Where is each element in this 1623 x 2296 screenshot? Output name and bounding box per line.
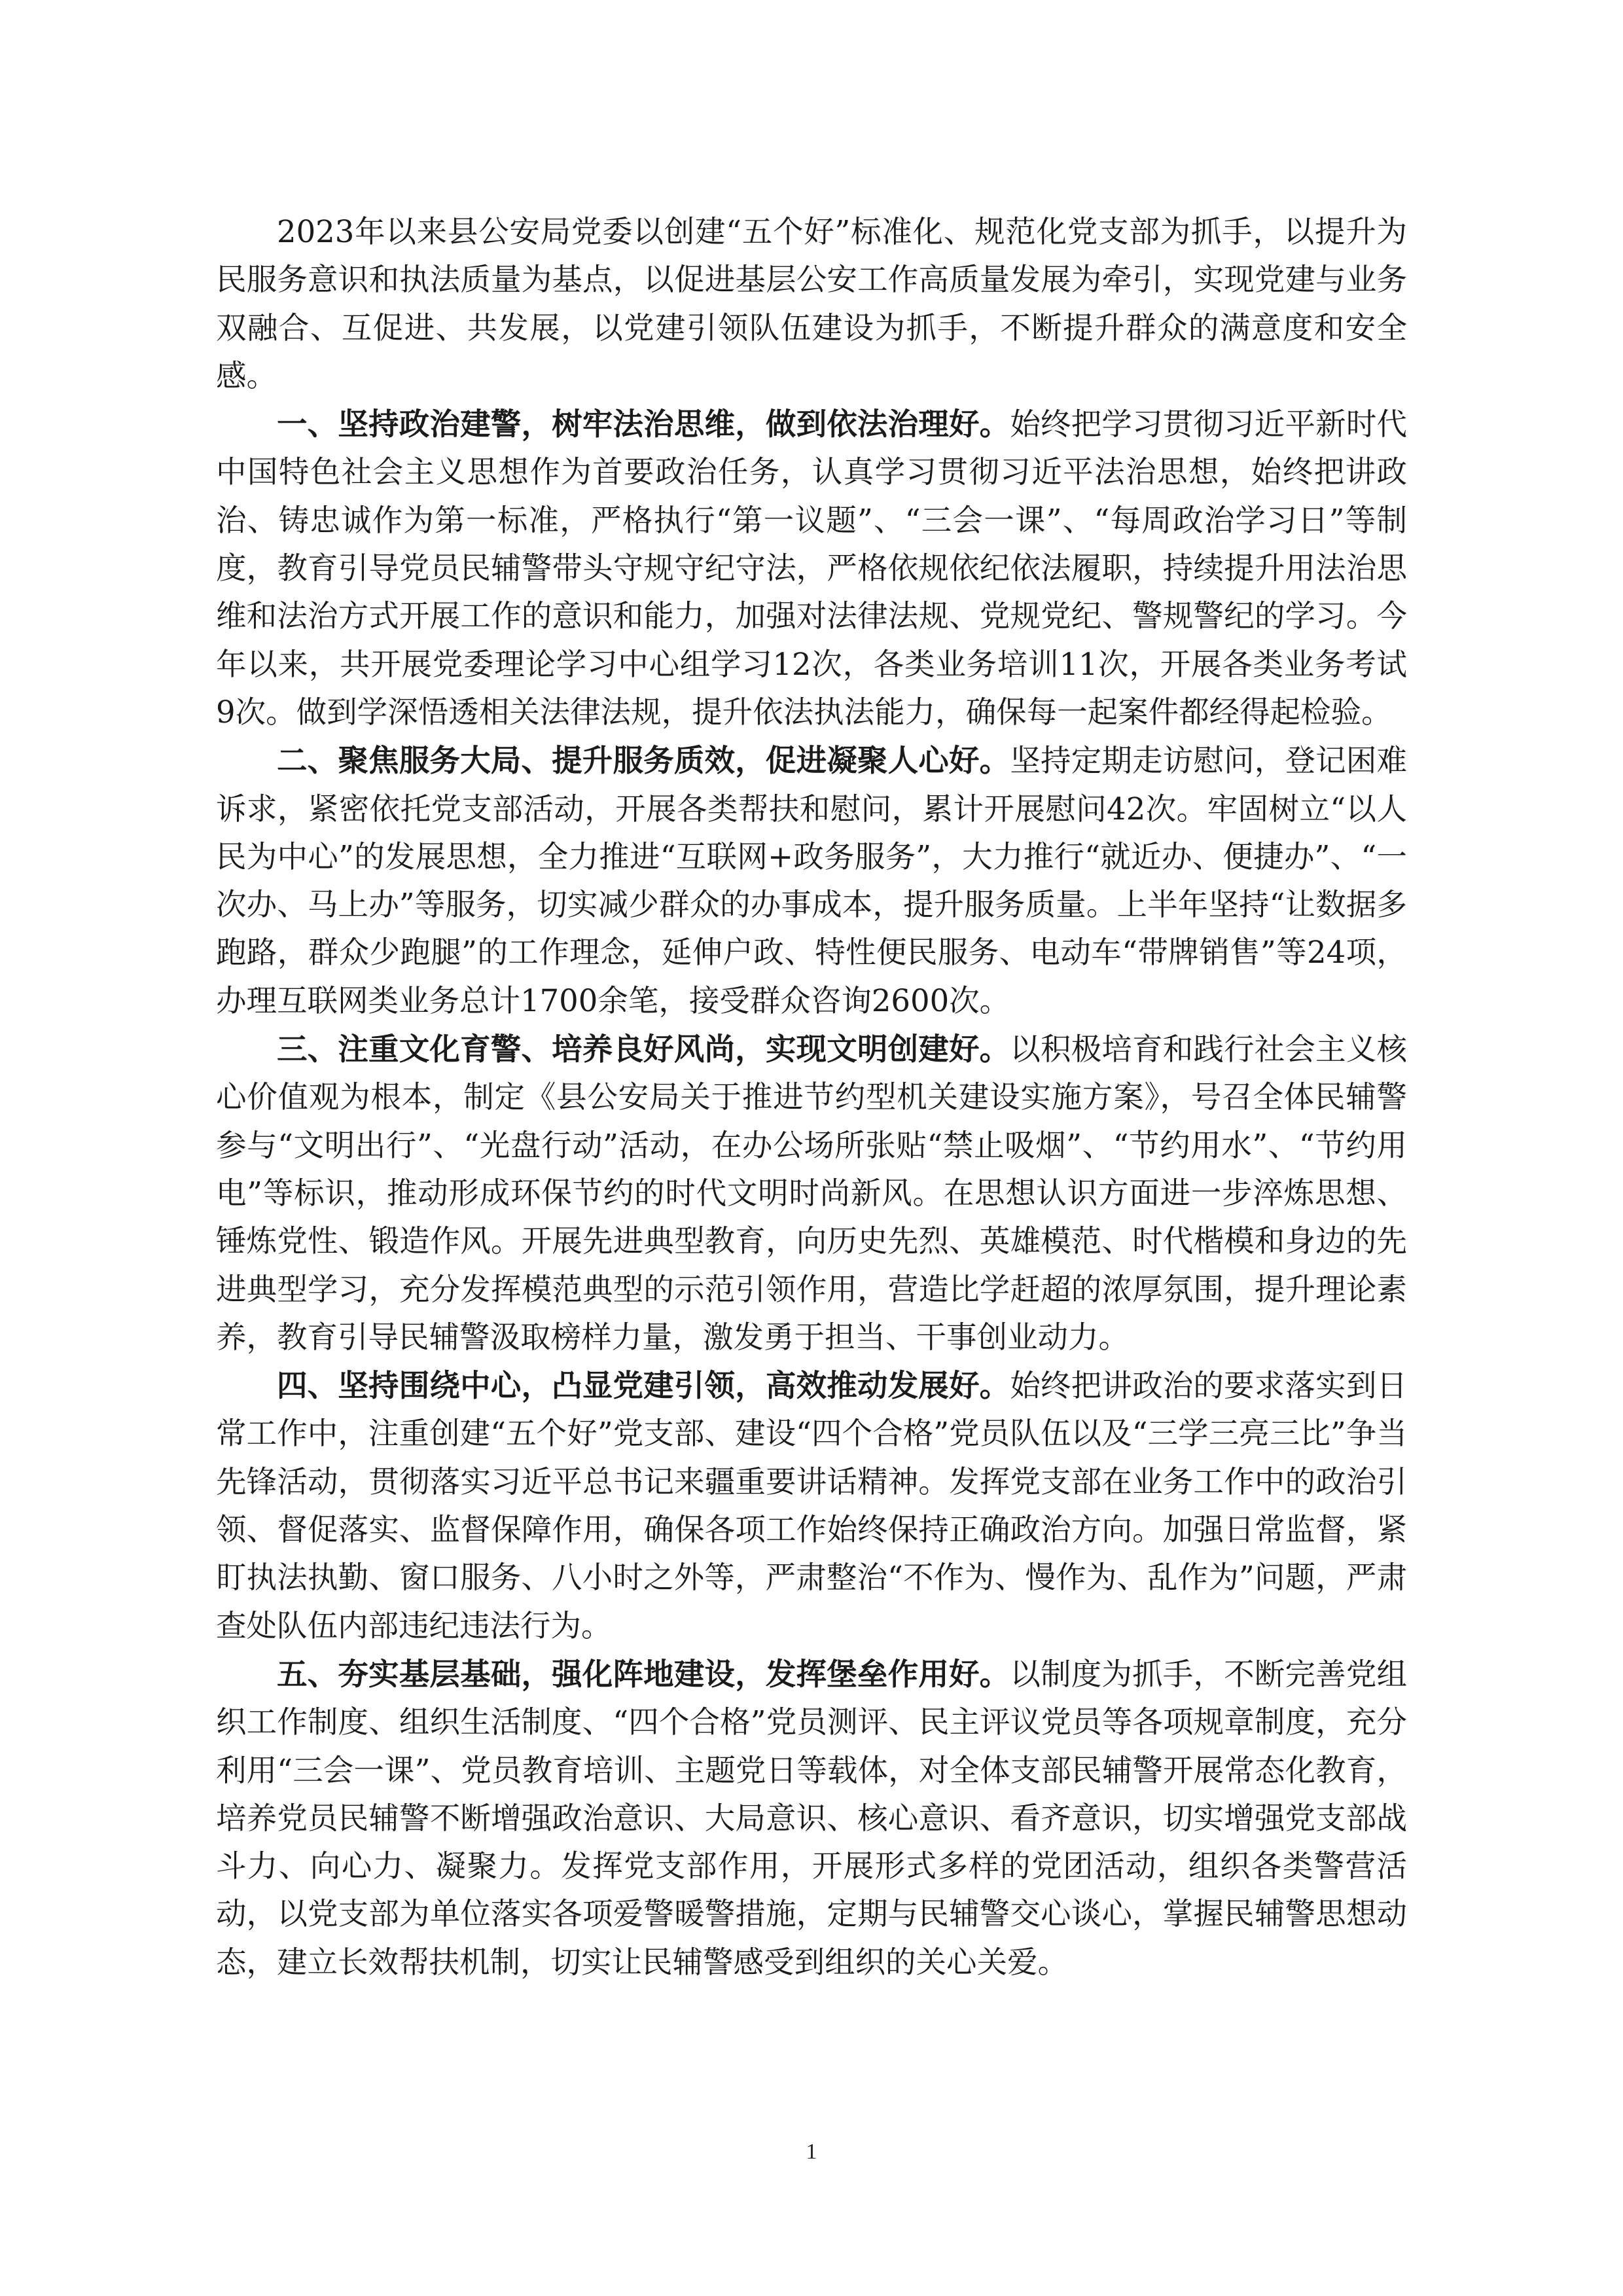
document-body [216, 208, 1407, 1986]
section-1-paragraph [216, 400, 1407, 736]
section-2-heading: 二、聚焦服务大局、提升服务质效，促进凝聚人心好。 [277, 742, 1010, 779]
section-1-body: 始终把学习贯彻习近平新时代中国特色社会主义思想作为首要政治任务，认真学习贯彻习近平法治思想，始终把讲政治、铸忠诚作为第一标准，严格执行“第一议题”、“三会一课”、“每周政治学习日”等制度，教育引导党员民辅警带头守规守纪守法，严格依规依纪依法履职，持续提升用法治思维和法治方式开展工作的意识和能力，加强对法律法规、党规党纪、警规警纪的学习。今年以来，共开展党委理论学习中心组学习12次，各类业务培训11次，开展各类业务考试9次。做到学深悟透相关法律法规，提升依法执法能力，确保每一起案件都经得起检验。 [216, 406, 1408, 730]
section-5-body: 以制度为抓手，不断完善党组织工作制度、组织生活制度、“四个合格”党员测评、民主评议党员等各项规章制度，充分利用“三会一课”、党员教育培训、主题党日等载体，对全体支部民辅警开展常态化教育，培养党员民辅警不断增强政治意识、大局意识、核心意识、看齐意识，切实增强党支部战斗力、向心力、凝聚力。发挥党支部作用，开展形式多样的党团活动，组织各类警营活动，以党支部为单位落实各项爱警暖警措施，定期与民辅警交心谈心，掌握民辅警思想动态，建立长效帮扶机制，切实让民辅警感受到组织的关心关爱。 [216, 1656, 1408, 1980]
section-3-paragraph [216, 1025, 1407, 1361]
section-5-paragraph [216, 1650, 1407, 1986]
intro-paragraph: 2023年以来县公安局党委以创建“五个好”标准化、规范化党支部为抓手，以提升为民服务意识和执法质量为基点，以促进基层公安工作高质量发展为牵引，实现党建与业务双融合、互促进、共发展，以党建引领队伍建设为抓手，不断提升群众的满意度和安全感。 [216, 214, 1407, 393]
section-2-paragraph [216, 736, 1407, 1025]
section-5-heading: 五、夯实基层基础，强化阵地建设，发挥堡垒作用好。 [277, 1655, 1010, 1692]
section-2-body: 坚持定期走访慰问，登记困难诉求，紧密依托党支部活动，开展各类帮扶和慰问，累计开展慰问42次。牢固树立“以人民为中心”的发展思想，全力推进“互联网+政务服务”，大力推行“就近办、便捷办”、“一次办、马上办”等服务，切实减少群众的办事成本，提升服务质量。上半年坚持“让数据多跑路，群众少跑腿”的工作理念，延伸户政、特性便民服务、电动车“带牌销售”等24项，办理互联网类业务总计1700余笔，接受群众咨询2600次。 [216, 743, 1408, 1018]
section-3-body: 以积极培育和践行社会主义核心价值观为根本，制定《县公安局关于推进节约型机关建设实施方案》，号召全体民辅警参与“文明出行”、“光盘行动”活动，在办公场所张贴“禁止吸烟”、“节约用水”、“节约用电”等标识，推动形成环保节约的时代文明时尚新风。在思想认识方面进一步淬炼思想、锤炼党性、锻造作风。开展先进典型教育，向历史先烈、英雄模范、时代楷模和身边的先进典型学习，充分发挥模范典型的示范引领作用，营造比学赶超的浓厚氛围，提升理论素养，教育引导民辅警汲取榜样力量，激发勇于担当、干事创业动力。 [216, 1031, 1408, 1355]
section-3-heading: 三、注重文化育警、培养良好风尚，实现文明创建好。 [277, 1031, 1010, 1067]
section-4-heading: 四、坚持围绕中心，凸显党建引领，高效推动发展好。 [277, 1367, 1010, 1404]
page-number: 1 [806, 2140, 817, 2164]
section-4-paragraph [216, 1361, 1407, 1650]
section-1-heading: 一、坚持政治建警，树牢法治思维，做到依法治理好。 [277, 406, 1010, 442]
section-4-body: 始终把讲政治的要求落实到日常工作中，注重创建“五个好”党支部、建设“四个合格”党员队伍以及“三学三亮三比”争当先锋活动，贯彻落实习近平总书记来疆重要讲话精神。发挥党支部在业务工作中的政治引领、督促落实、监督保障作用，确保各项工作始终保持正确政治方向。加强日常监督，紧盯执法执勤、窗口服务、八小时之外等，严肃整治“不作为、慢作为、乱作为”问题，严肃查处队伍内部违纪违法行为。 [216, 1368, 1408, 1643]
